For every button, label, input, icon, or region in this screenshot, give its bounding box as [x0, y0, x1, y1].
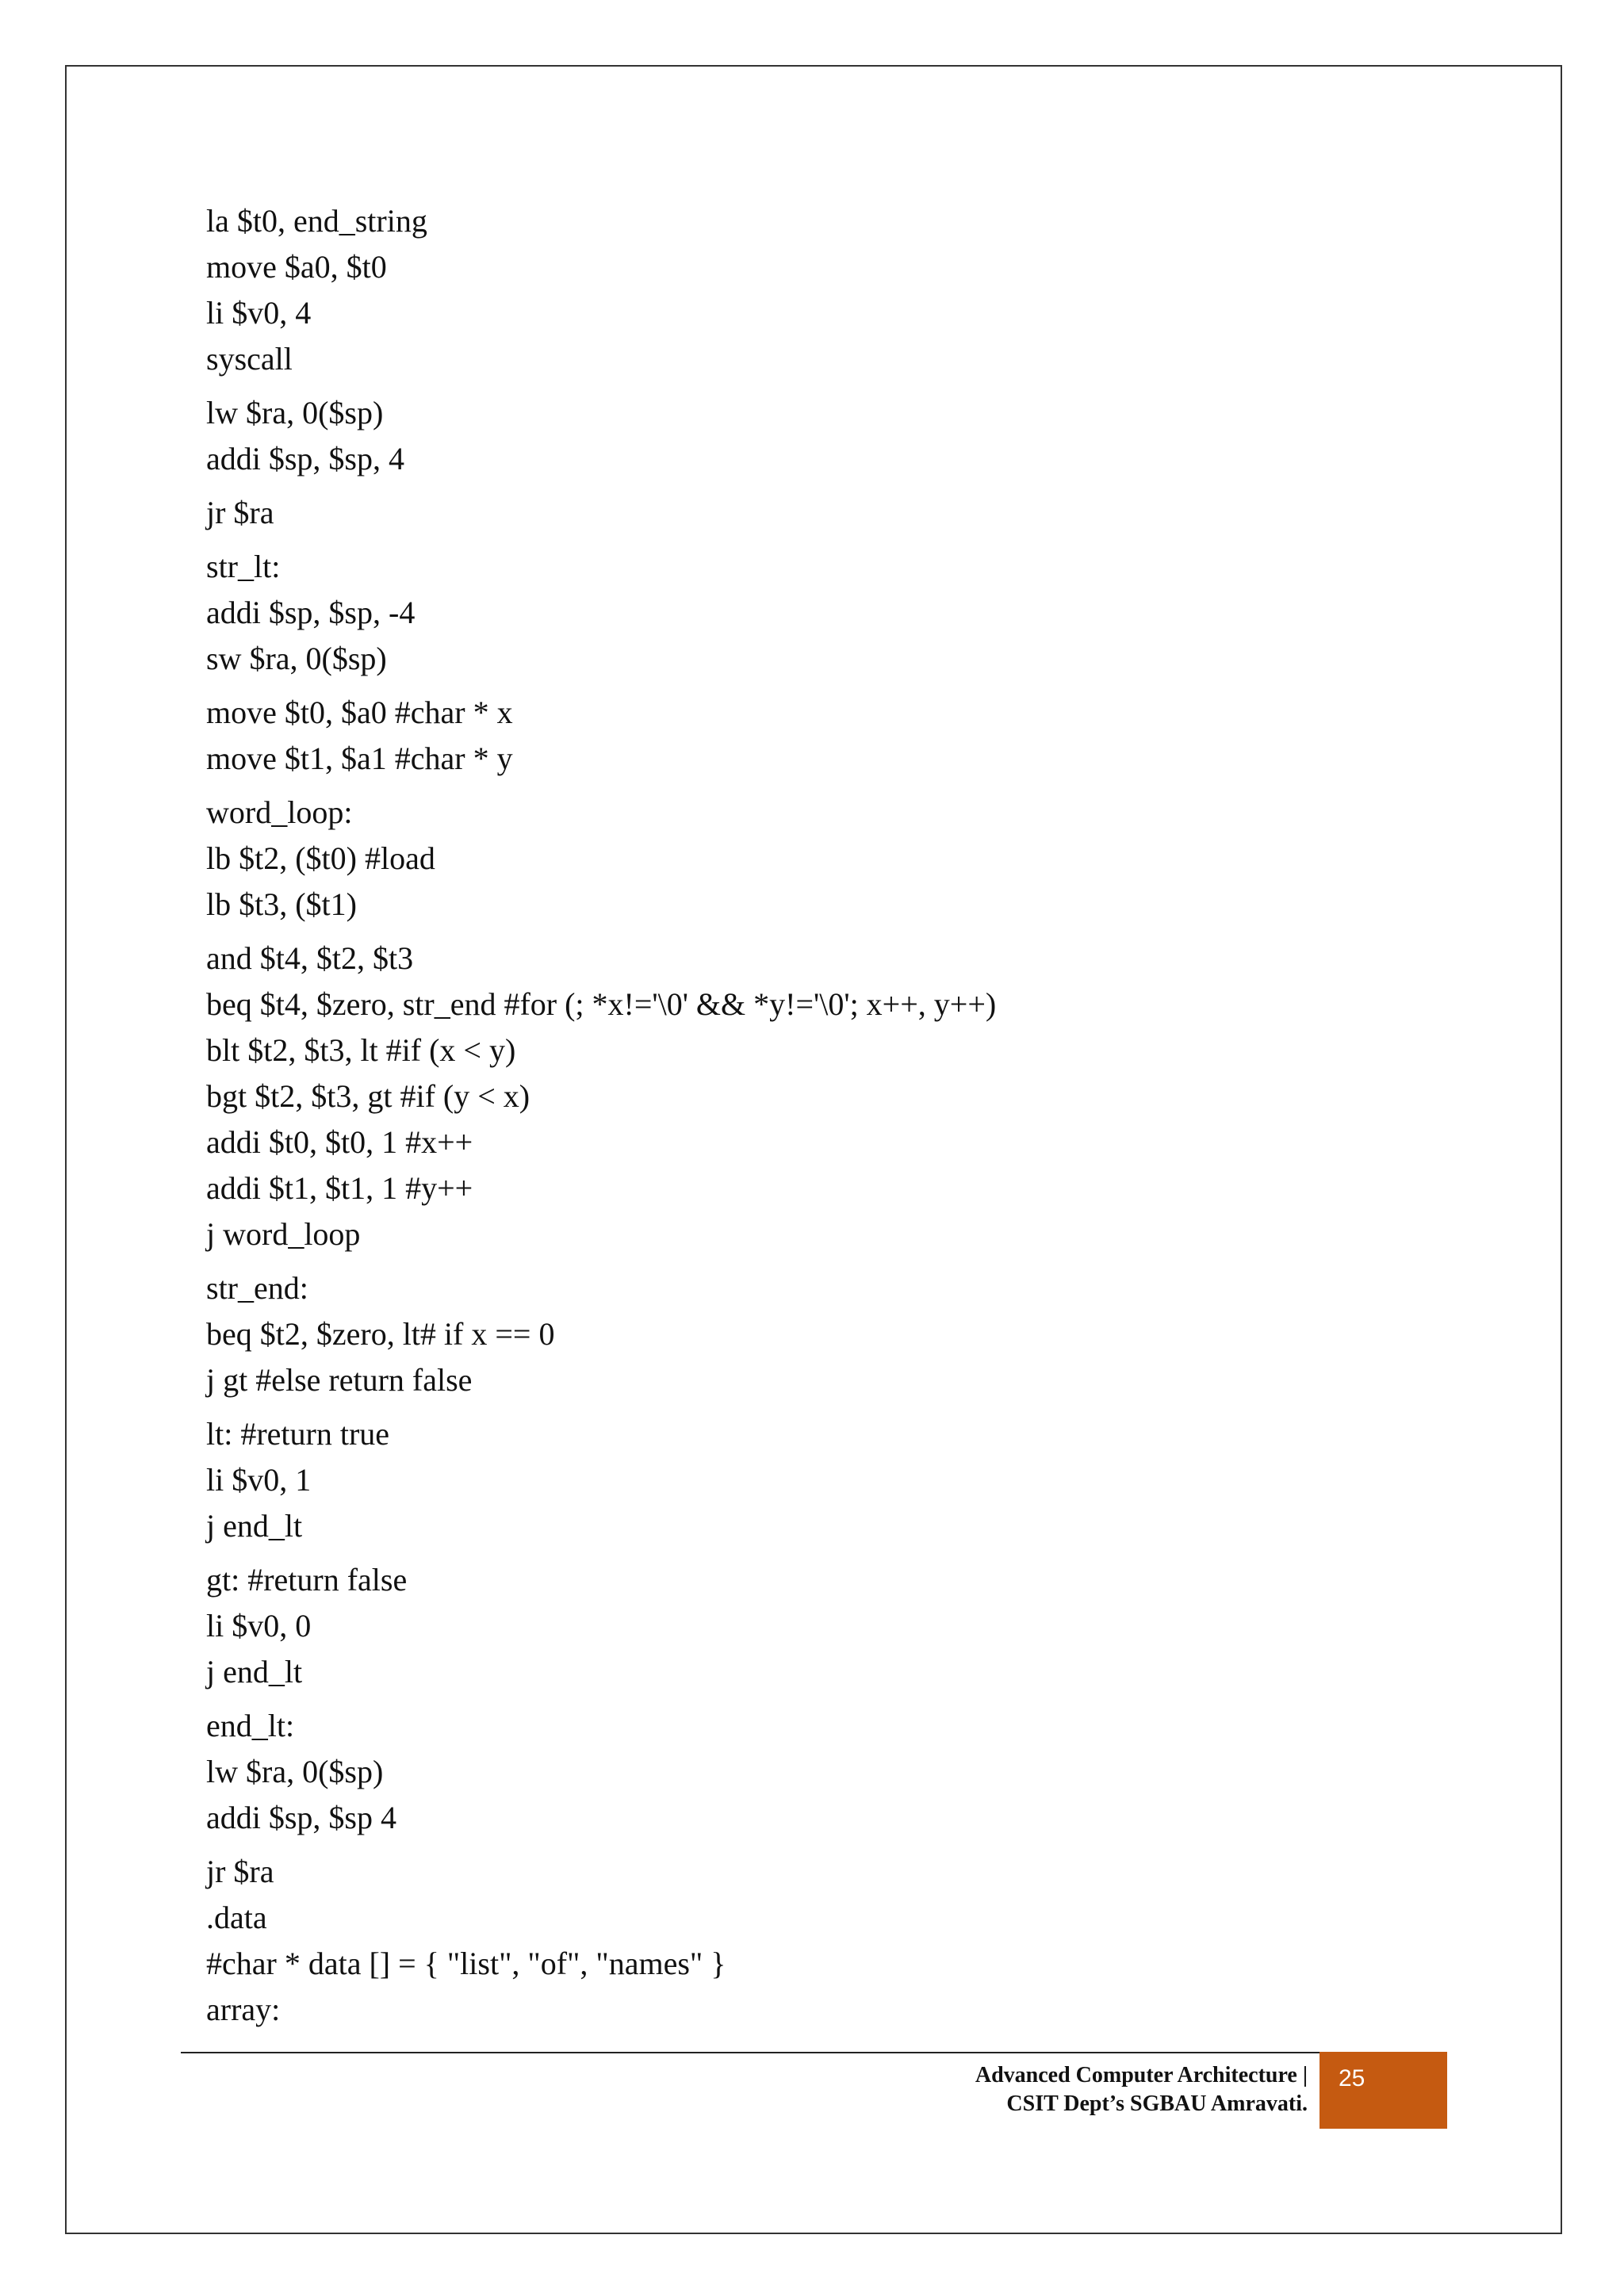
code-line: beq $t4, $zero, str_end #for (; *x!='\0' && *y!='\0'; x++, y++) [206, 986, 997, 1022]
footer-department: CSIT Dept’s SGBAU Amravati. [1006, 2091, 1308, 2116]
code-line: addi $sp, $sp, 4 [206, 441, 404, 476]
code-line: .data [206, 1900, 267, 1935]
code-group [206, 790, 1396, 928]
code-line: lw $ra, 0($sp) [206, 395, 384, 430]
code-line: lb $t2, ($t0) #load [206, 840, 435, 876]
code-line: li $v0, 4 [206, 295, 312, 331]
code-line: #char * data [] = { "list", "of", "names" } [206, 1946, 726, 1981]
code-group [206, 1849, 1396, 2033]
code-group [206, 390, 1396, 482]
code-line: jr $ra [206, 1854, 274, 1889]
code-group [206, 1265, 1396, 1403]
code-line: addi $sp, $sp, -4 [206, 595, 416, 630]
code-line: jr $ra [206, 495, 274, 530]
code-line: li $v0, 0 [206, 1608, 312, 1644]
code-line: syscall [206, 341, 293, 377]
code-group [206, 1557, 1396, 1695]
code-group [206, 544, 1396, 682]
code-line: gt: #return false [206, 1562, 408, 1598]
code-line: move $t0, $a0 #char * x [206, 695, 513, 730]
code-line: j end_lt [206, 1654, 303, 1689]
code-line: lb $t3, ($t1) [206, 886, 357, 922]
code-group [206, 690, 1396, 782]
code-line: beq $t2, $zero, lt# if x == 0 [206, 1316, 555, 1352]
code-line: la $t0, end_string [206, 203, 427, 239]
code-line: str_end: [206, 1270, 308, 1306]
code-line: addi $t0, $t0, 1 #x++ [206, 1124, 473, 1160]
footer-rule [181, 2052, 1320, 2053]
code-line: end_lt: [206, 1708, 295, 1743]
code-line: addi $sp, $sp 4 [206, 1800, 396, 1835]
code-group [206, 1411, 1396, 1549]
code-line: lt: #return true [206, 1416, 390, 1452]
code-line: j gt #else return false [206, 1362, 473, 1398]
code-line: move $a0, $t0 [206, 249, 387, 285]
code-group [206, 490, 1396, 536]
footer-course-title: Advanced Computer Architecture | [975, 2063, 1308, 2087]
code-line: lw $ra, 0($sp) [206, 1754, 384, 1789]
code-line: and $t4, $t2, $t3 [206, 940, 414, 976]
code-line: array: [206, 1992, 281, 2027]
code-line: addi $t1, $t1, 1 #y++ [206, 1170, 473, 1206]
code-line: j end_lt [206, 1508, 303, 1544]
code-group [206, 198, 1396, 382]
code-line: blt $t2, $t3, lt #if (x < y) [206, 1032, 516, 1068]
code-group [206, 936, 1396, 1257]
code-line: sw $ra, 0($sp) [206, 641, 387, 676]
code-line: j word_loop [206, 1216, 361, 1252]
code-group [206, 1703, 1396, 1841]
page-number-box [1320, 2052, 1447, 2129]
code-line: move $t1, $a1 #char * y [206, 740, 513, 776]
code-line: str_lt: [206, 549, 281, 584]
code-line: bgt $t2, $t3, gt #if (y < x) [206, 1078, 530, 1114]
code-line: li $v0, 1 [206, 1462, 312, 1498]
code-line: word_loop: [206, 794, 353, 830]
footer-text [975, 2061, 1308, 2118]
page-number: 25 [1339, 2065, 1365, 2091]
code-listing [206, 198, 1396, 2041]
